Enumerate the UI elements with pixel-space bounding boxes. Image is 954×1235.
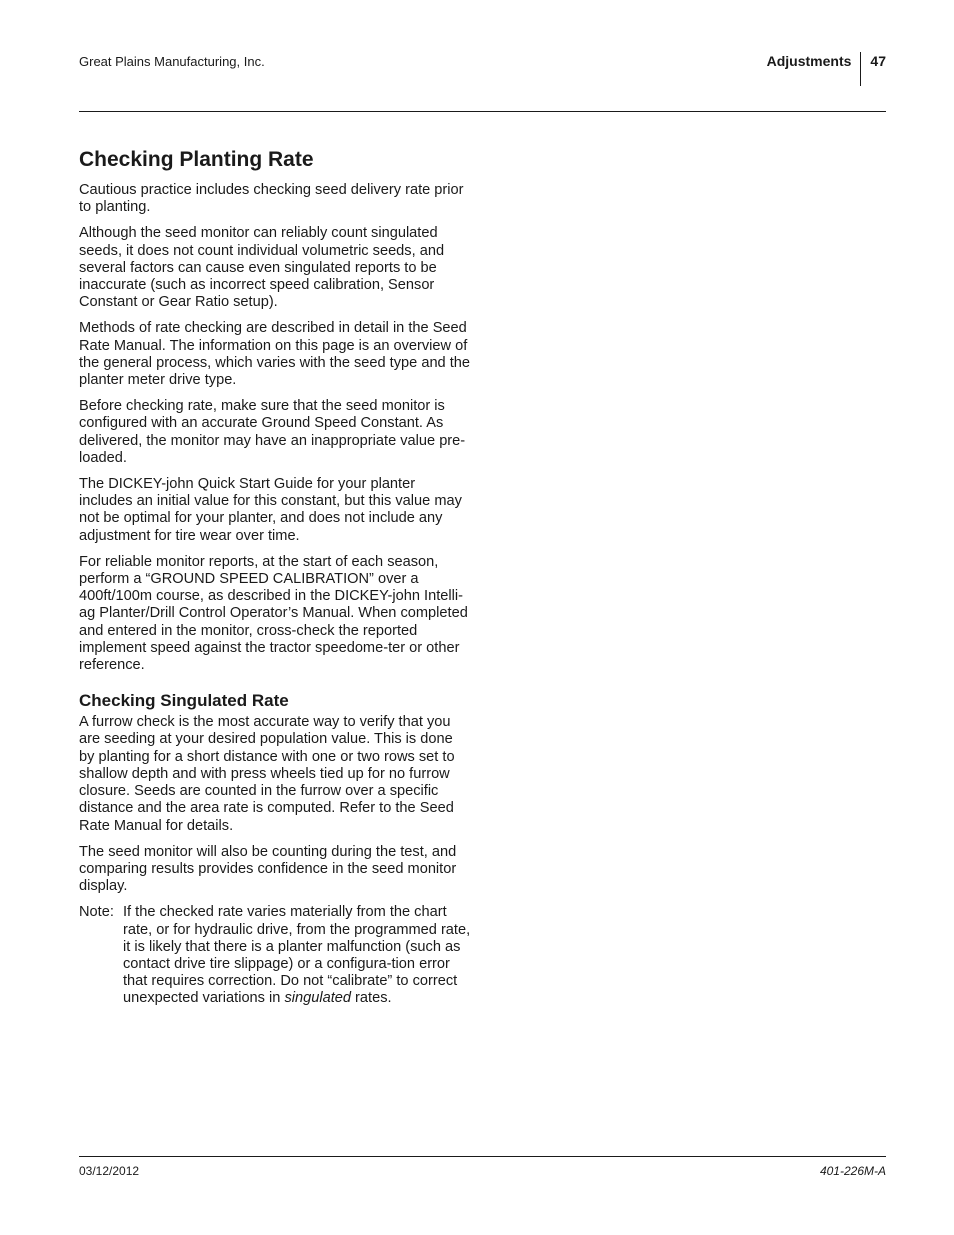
note-text-before: If the checked rate varies materially from the chart rate, or for hydraulic drive, from the programmed rate, it is likely that there is a planter malfunction (such as contact drive tire slippage) or a configura-tion error that requires correction. Do not “calibrate” to correct unexpected variations in <box>123 904 471 1007</box>
paragraph: The seed monitor will also be counting during the test, and comparing results provides confidence in the seed monitor display. <box>79 843 457 895</box>
header-section-title: Adjustments <box>766 53 852 69</box>
paragraph: Before checking rate, make sure that the seed monitor is configured with an accurate Ground Speed Constant. As delivered, the monitor may have an inappropriate value pre-loaded. <box>79 398 466 466</box>
header-divider <box>860 52 861 86</box>
note-block <box>79 904 471 1007</box>
page-title: Checking Planting Rate <box>79 148 314 171</box>
footer-date: 03/12/2012 <box>79 1164 140 1178</box>
header-right <box>767 52 886 86</box>
main-content <box>79 146 471 1008</box>
footer-doc-number: 401-226M-A <box>819 1164 886 1178</box>
paragraph: A furrow check is the most accurate way to verify that you are seeding at your desired population value. This is done by planting for a short distance with one or two rows set to shallow depth and with press wheels tied up for no furrow closure. Seeds are counted in the furrow over a specific distance and the area rate is computed. Refer to the Seed Rate Manual for details. <box>79 714 455 834</box>
header-rule <box>79 111 886 112</box>
paragraph: Although the seed monitor can reliably count singulated seeds, it does not count individual volumetric seeds, and several factors can cause even singulated reports to be inaccurate (such as incorrect speed calibration, Sensor Constant or Gear Ratio setup). <box>79 225 445 311</box>
note-text <box>123 904 471 1007</box>
note-text-after: rates. <box>351 990 392 1007</box>
paragraph: For reliable monitor reports, at the start of each season, perform a “GROUND SPEED CALIBRATION” over a 400ft/100m course, as described in the DICKEY-john Intelli-ag Planter/Drill Control Operator’s Manual. When completed and entered in the monitor, cross-check the reported implement speed against the tractor speedome-ter or other reference. <box>79 553 468 674</box>
paragraph: The DICKEY-john Quick Start Guide for your planter includes an initial value for this constant, but this value may not be optimal for your planter, and does not include any adjustment for tire wear over time. <box>79 476 462 544</box>
footer-rule <box>79 1156 886 1157</box>
subsection-title: Checking Singulated Rate <box>79 691 289 711</box>
paragraph: Methods of rate checking are described in detail in the Seed Rate Manual. The information on this page is an overview of the general process, which varies with the seed type and the planter meter drive type. <box>79 320 471 389</box>
paragraph: Cautious practice includes checking seed delivery rate prior to planting. <box>79 182 464 216</box>
note-emphasis: singulated <box>284 990 351 1007</box>
note-label: Note: <box>79 904 114 921</box>
header-company: Great Plains Manufacturing, Inc. <box>79 54 265 69</box>
page-number: 47 <box>870 53 886 69</box>
